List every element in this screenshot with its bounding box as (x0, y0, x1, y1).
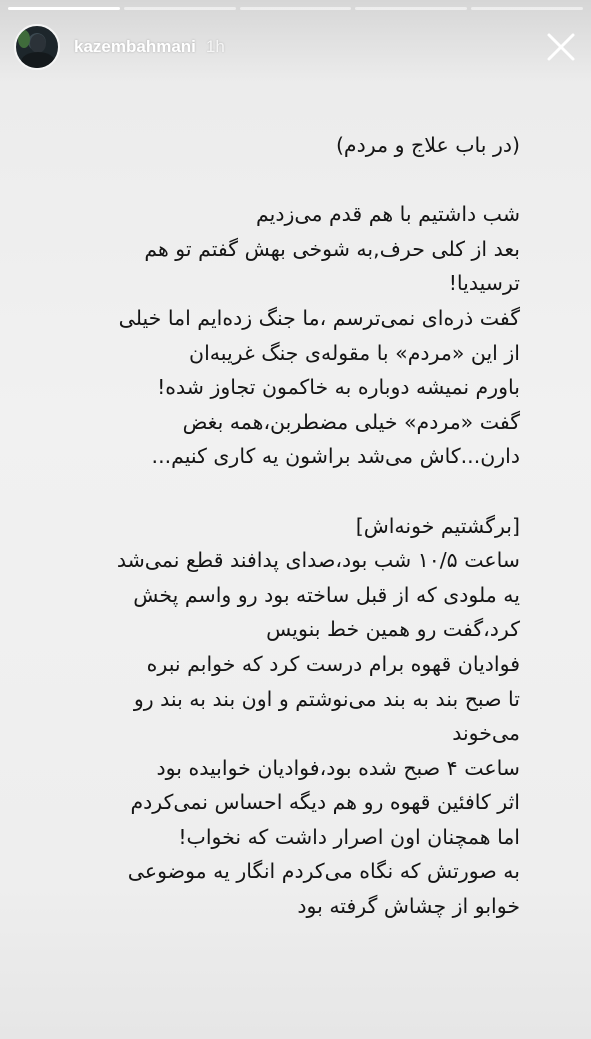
progress-segment (124, 7, 236, 10)
close-button[interactable] (541, 27, 581, 67)
close-icon (546, 32, 576, 62)
username[interactable]: kazembahmani (74, 37, 196, 56)
post-text-line: بعد از کلی حرف,به شوخی بهش گفتم تو هم (144, 236, 520, 261)
post-text-line: [برگشتیم خونه‌اش] (355, 513, 520, 538)
post-text (62, 128, 520, 924)
post-text-line (62, 474, 520, 509)
post-text-line: باورم نمیشه دوباره به خاکمون تجاوز شده! (157, 375, 520, 400)
post-text-line: خوابو از چشاش گرفته بود (297, 894, 520, 919)
post-time: 1h (205, 37, 225, 56)
post-text-line: فوادیان قهوه برام درست کرد که خوابم نبره (146, 651, 520, 676)
progress-segment (8, 7, 120, 10)
post-text-line: شب داشتیم با هم قدم می‌زدیم (255, 202, 520, 227)
progress-segment (471, 7, 583, 10)
post-text-line: ساعت ۴ صبح شده بود،فوادیان خوابیده بود (156, 755, 520, 780)
avatar[interactable] (14, 24, 60, 70)
post-text-line: ساعت ۱۰/۵ شب بود،صدای پدافند قطع نمی‌شد (116, 548, 520, 573)
post-text-line: گفت ذره‌ای نمی‌ترسم ،ما جنگ زده‌ایم اما خیلی (118, 305, 520, 330)
post-text-line: (در باب علاج و مردم) (335, 133, 520, 157)
post-text-line: ترسیدیا! (448, 271, 520, 296)
post-text-line: یه ملودی که از قبل ساخته بود رو واسم پخش (133, 582, 520, 607)
post-text-line: تا صبح بند به بند می‌نوشتم و اون بند به بند رو (133, 686, 520, 711)
progress-segment (240, 7, 352, 10)
post-text-line: به صورتش که نگاه می‌کردم انگار یه موضوعی (127, 859, 520, 884)
story-header (14, 22, 581, 72)
post-text-line: اما همچنان اون اصرار داشت که نخواب! (178, 824, 520, 849)
post-text-line: گفت «مردم» خیلی مضطربن،همه بغض (182, 409, 520, 434)
post-text-line (62, 163, 520, 198)
post-text-line: از این «مردم» با مقوله‌ی جنگ غریبه‌ان (189, 340, 520, 365)
post-text-line: کرد،گفت رو همین خط بنویس (266, 617, 520, 642)
post-text-line: دارن...کاش می‌شد براشون یه کاری کنیم... (151, 444, 520, 469)
progress-segment (355, 7, 467, 10)
story-progress-bar (8, 7, 583, 10)
post-text-line: می‌خوند (452, 721, 520, 746)
post-text-line: اثر کافئین قهوه رو هم دیگه احساس نمی‌کردم (130, 790, 520, 815)
